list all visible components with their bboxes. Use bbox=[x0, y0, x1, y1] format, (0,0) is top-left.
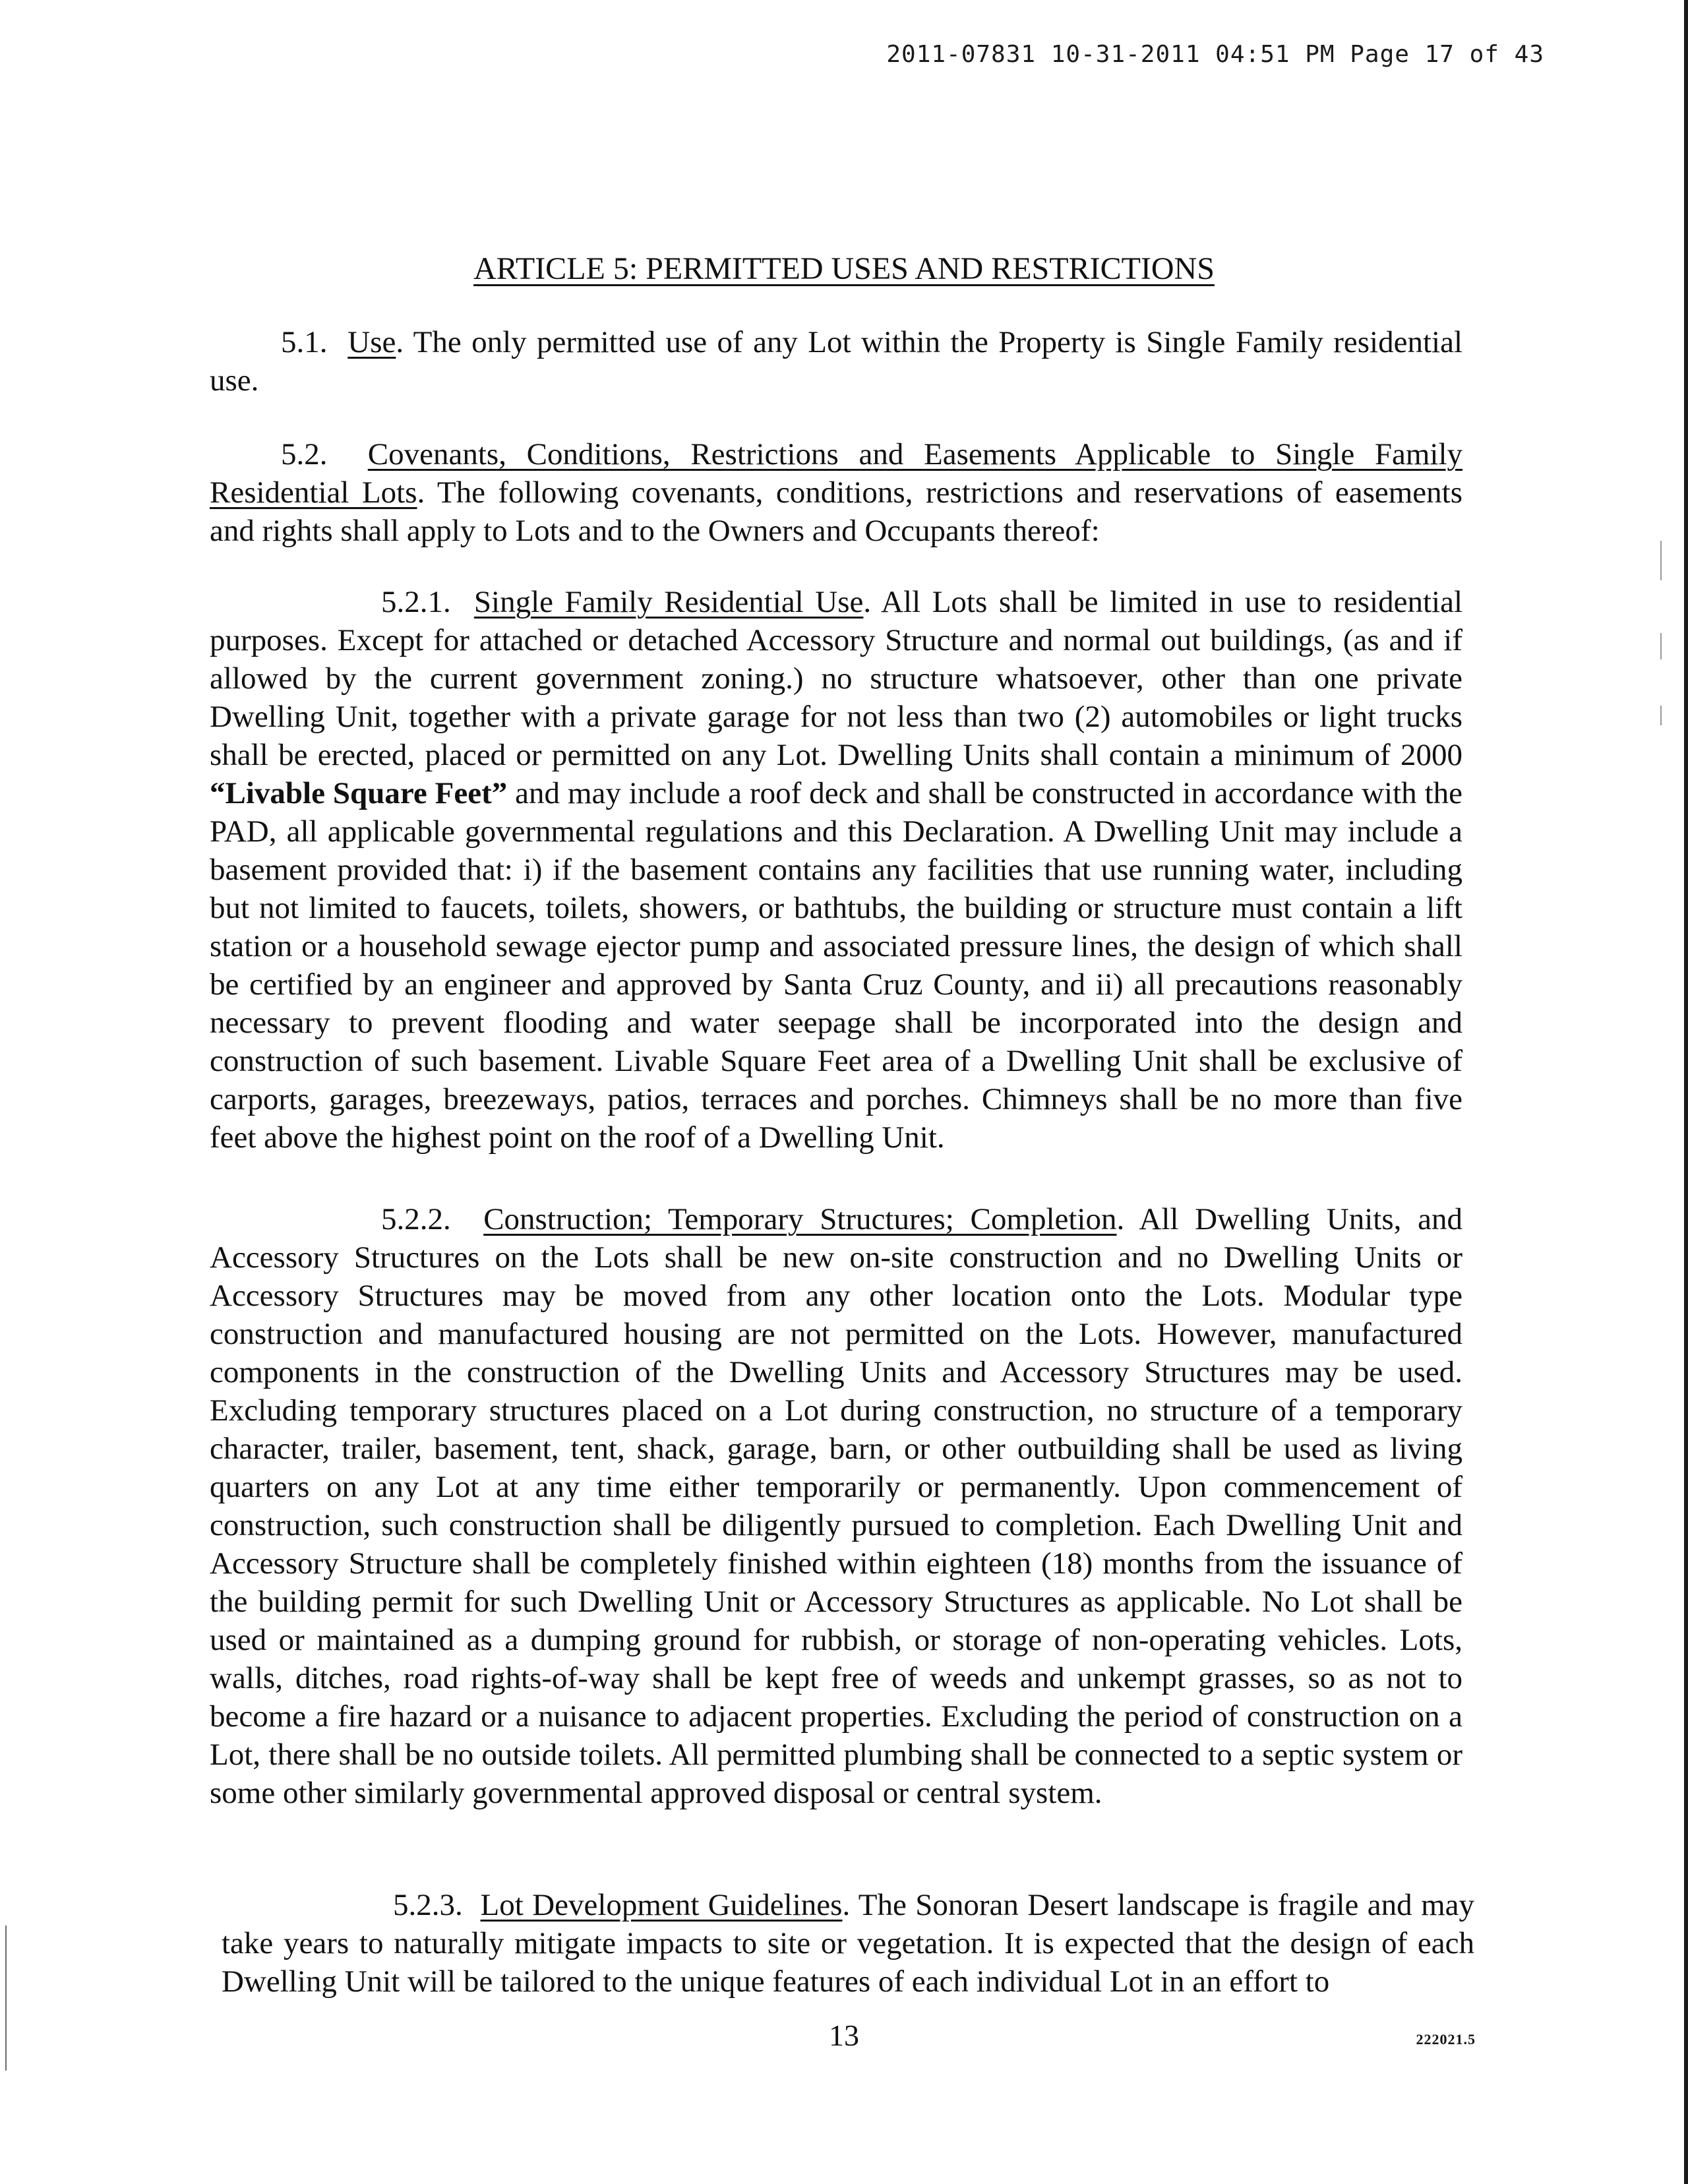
section-number: 5.2.3. bbox=[393, 1888, 463, 1922]
section-heading: Single Family Residential Use bbox=[473, 585, 864, 619]
article-title: ARTICLE 5: PERMITTED USES AND RESTRICTIONS bbox=[473, 251, 1215, 286]
section-number: 5.2.1. bbox=[381, 585, 451, 619]
document-id: 222021.5 bbox=[1416, 2031, 1476, 2048]
section-body: . All Dwelling Units, and Accessory Structures on the Lots shall be new on-site construction and no Dwelling Units or Accessory Structures may be moved from any other location onto the Lots. Modular type construction and manufactured housing are not permitted on the Lots. However, manufactured components in the construction of the Dwelling Units and Accessory Structures may be used. Excluding temporary structures placed on a Lot during construction, no structure of a temporary character, trailer, basement, tent, shack, garage, barn, or other outbuilding shall be used as living quarters on any Lot at any time either temporarily or permanently. Upon commencement of construction, such construction shall be diligently pursued to completion. Each Dwelling Unit and Accessory Structure shall be completely finished within eighteen (18) months from the issuance of the building permit for such Dwelling Unit or Accessory Structures as applicable. No Lot shall be used or maintained as a dumping ground for rubbish, or storage of non-operating vehicles. Lots, walls, ditches, road rights-of-way shall be kept free of weeds and unkempt grasses, so as not to become a fire hazard or a nuisance to adjacent properties. Excluding the period of construction on a Lot, there shall be no outside toilets. All permitted plumbing shall be connected to a septic system or some other similarly governmental approved disposal or central system. bbox=[210, 1202, 1462, 1810]
section-5-1 bbox=[210, 323, 1462, 400]
section-number: 5.1. bbox=[281, 325, 328, 359]
scan-mark bbox=[1660, 706, 1662, 725]
section-body: . The following covenants, conditions, restrictions and reservations of easements and rights shall apply to Lots and to the Owners and Occupants thereof: bbox=[210, 475, 1463, 548]
section-heading: Lot Development Guidelines bbox=[480, 1888, 843, 1922]
section-body: . The only permitted use of any Lot within the Property is Single Family residential use. bbox=[210, 325, 1463, 398]
section-body: . The Sonoran Desert landscape is fragile and may take years to naturally mitigate impacts to site or vegetation. It is expected that the design of each Dwelling Unit will be tailored to the unique features of each individual Lot in an effort to bbox=[222, 1888, 1474, 1999]
section-number: 5.2. bbox=[281, 437, 328, 471]
defined-term: “Livable Square Feet” bbox=[210, 776, 508, 810]
fax-header-stamp: 2011-07831 10-31-2011 04:51 PM Page 17 of 43 bbox=[886, 41, 1544, 68]
section-5-2-3 bbox=[222, 1886, 1474, 2001]
section-number: 5.2.2. bbox=[381, 1202, 451, 1236]
section-body: and may include a roof deck and shall be constructed in accordance with the PAD, all applicable governmental regulations and this Declaration. A Dwelling Unit may include a basement provided that: i) if the basement contains any facilities that use running water, including but not limited to faucets, toilets, showers, or bathtubs, the building or structure must contain a lift station or a household sewage ejector pump and associated pressure lines, the design of which shall be certified by an engineer and approved by Santa Cruz County, and ii) all precautions reasonably necessary to prevent flooding and water seepage shall be incorporated into the design and construction of such basement. Livable Square Feet area of a Dwelling Unit shall be exclusive of carports, garages, breezeways, patios, terraces and porches. Chimneys shall be no more than five feet above the highest point on the roof of a Dwelling Unit. bbox=[210, 776, 1462, 1155]
page-number: 13 bbox=[829, 2018, 859, 2052]
section-5-2 bbox=[210, 435, 1462, 550]
section-5-2-2 bbox=[210, 1200, 1462, 1812]
section-body: . All Lots shall be limited in use to residential purposes. Except for attached or detached Accessory Structure and normal out buildings, (as and if allowed by the current government zoning.) no structure whatsoever, other than one private Dwelling Unit, together with a private garage for not less than two (2) automobiles or light trucks shall be erected, placed or permitted on any Lot. Dwelling Units shall contain a minimum of 2000 bbox=[210, 585, 1463, 772]
section-heading: Use bbox=[347, 325, 396, 359]
scan-mark bbox=[1660, 633, 1662, 659]
scan-mark bbox=[1660, 541, 1662, 580]
section-heading: Covenants, Conditions, Restrictions and Easements Applicable to Single Family Residential Lots bbox=[210, 437, 1463, 510]
section-heading: Construction; Temporary Structures; Completion bbox=[483, 1202, 1117, 1236]
scan-edge-border bbox=[1684, 0, 1688, 2184]
section-5-2-1 bbox=[210, 583, 1462, 1157]
